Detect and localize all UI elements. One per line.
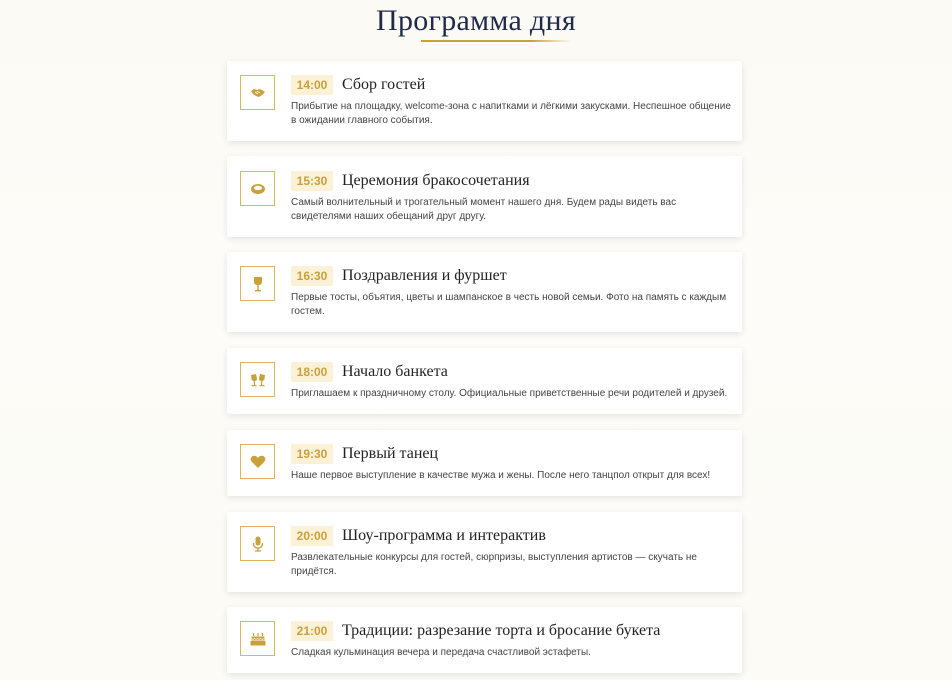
microphone-icon — [240, 526, 275, 561]
event-description: Сладкая кульминация вечера и передача счастливой эстафеты. — [291, 647, 591, 658]
wine-glass-icon — [240, 266, 275, 301]
page-title: Программа дня — [376, 4, 576, 37]
schedule-card-1 — [227, 61, 742, 141]
event-title: Сбор гостей — [342, 76, 426, 93]
schedule-card-7 — [227, 607, 742, 673]
heart-icon — [240, 444, 275, 479]
event-time: 20:00 — [291, 526, 333, 546]
event-description: Прибытие на площадку, welcome-зона с напитками и лёгкими закусками. Неспешное общение в ожидании главного события. — [291, 101, 731, 126]
event-title: Первый танец — [342, 445, 439, 462]
event-title: Традиции: разрезание торта и бросание букета — [342, 622, 661, 639]
event-description: Развлекательные конкурсы для гостей, сюрпризы, выступления артистов — скучать не придётся. — [291, 552, 697, 577]
event-time: 18:00 — [291, 362, 333, 382]
event-title: Начало банкета — [342, 363, 448, 380]
schedule-card-3 — [227, 252, 742, 332]
schedule-card-6 — [227, 512, 742, 592]
cake-icon — [240, 621, 275, 656]
event-time: 14:00 — [291, 75, 333, 95]
title-underline-fade — [531, 40, 571, 42]
handshake-icon — [240, 75, 275, 110]
event-title: Церемония бракосочетания — [342, 172, 530, 189]
champagne-glasses-icon — [240, 362, 275, 397]
event-description: Приглашаем к праздничному столу. Официальные приветственные речи родителей и друзей. — [291, 388, 728, 399]
title-underline — [421, 40, 531, 42]
ring-icon — [240, 171, 275, 206]
event-description: Наше первое выступление в качестве мужа и жены. После него танцпол открыт для всех! — [291, 470, 711, 481]
event-title: Шоу-программа и интерактив — [342, 527, 546, 544]
event-time: 15:30 — [291, 171, 333, 191]
schedule-card-2 — [227, 156, 742, 237]
event-time: 21:00 — [291, 621, 333, 641]
event-description: Самый волнительный и трогательный момент нашего дня. Будем рады видеть вас свидетелями наших обещаний друг другу. — [291, 197, 677, 222]
event-description: Первые тосты, объятия, цветы и шампанское в честь новой семьи. Фото на память с каждым гостем. — [291, 292, 727, 317]
event-title: Поздравления и фуршет — [342, 267, 507, 284]
schedule-card-5 — [227, 430, 742, 496]
schedule-card-4 — [227, 348, 742, 414]
event-time: 16:30 — [291, 266, 333, 286]
event-time: 19:30 — [291, 444, 333, 464]
